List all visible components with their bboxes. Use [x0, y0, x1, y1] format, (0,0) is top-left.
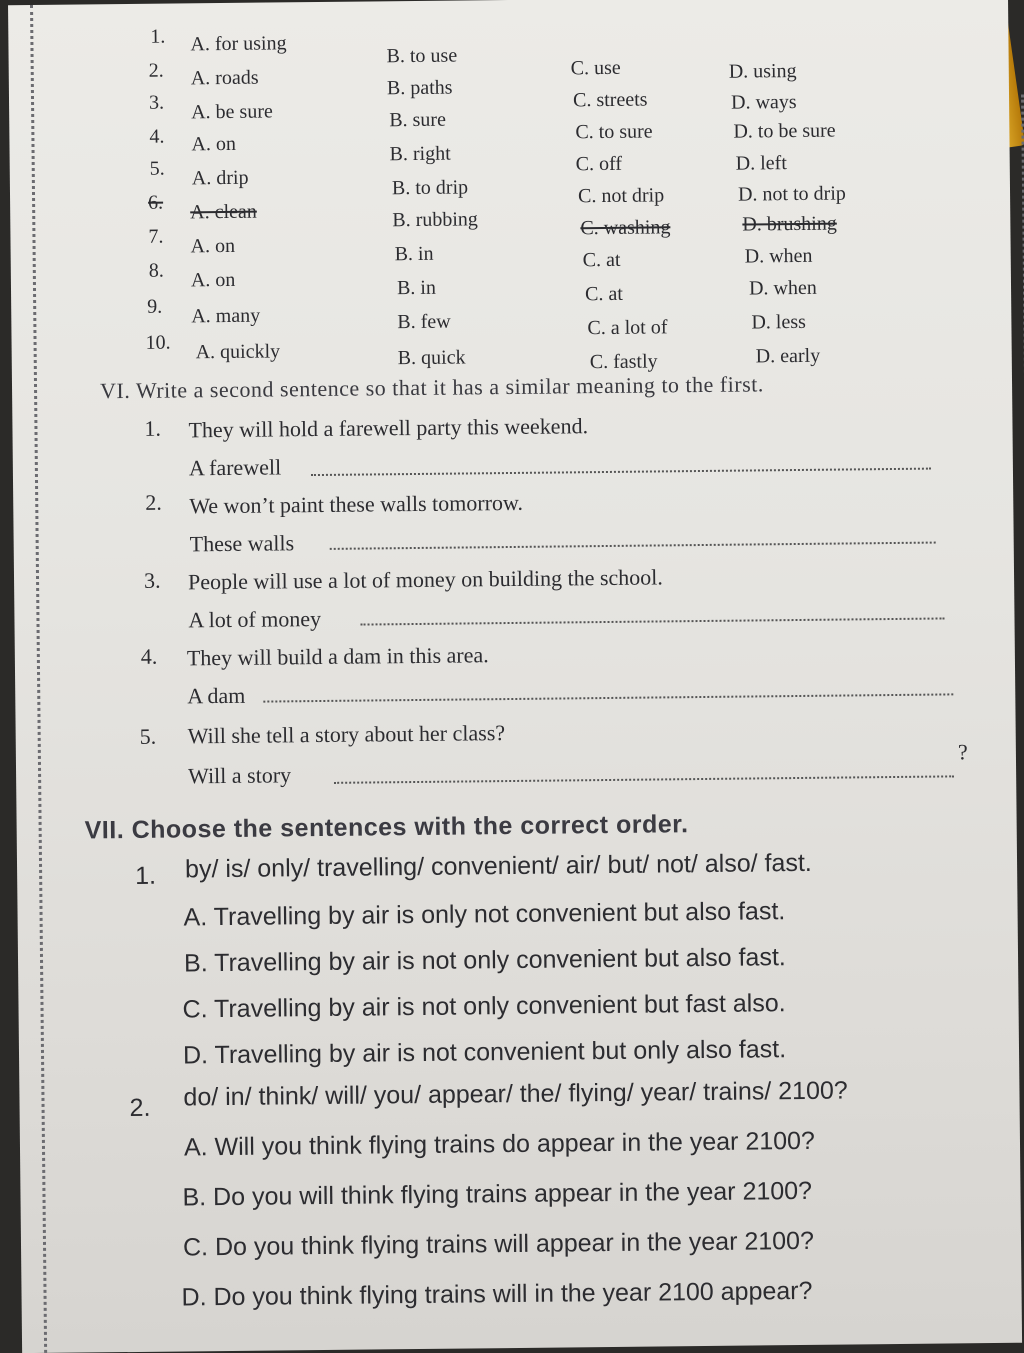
- original-sentence: We won’t paint these walls tomorrow.: [189, 489, 524, 519]
- option-c: C. a lot of: [587, 316, 668, 340]
- sentence-start: A farewell: [188, 454, 282, 481]
- option-a: A. on: [190, 234, 236, 258]
- option-d: D. using: [728, 59, 797, 83]
- option-c: C. streets: [572, 88, 648, 112]
- sentence-start: Will a story: [187, 762, 292, 789]
- option-b: B. paths: [386, 76, 453, 100]
- question-mark: ?: [957, 739, 968, 765]
- sentence-start: A dam: [187, 682, 246, 709]
- section-vii-heading: VII. Choose the sentences with the correct order.: [84, 810, 689, 845]
- option-c-crossed: C. washing: [580, 216, 671, 240]
- sentence-start: A lot of money: [188, 605, 322, 633]
- original-sentence: Will she tell a story about her class?: [187, 720, 506, 749]
- option-c: C. fastly: [589, 350, 658, 374]
- option-d: D. early: [755, 344, 821, 368]
- option-a: A. be sure: [191, 100, 273, 124]
- option-d: D. when: [748, 276, 817, 300]
- option-d: D. less: [751, 310, 806, 334]
- answer-line[interactable]: [334, 775, 954, 783]
- answer-line[interactable]: [330, 542, 936, 550]
- answer-option-c[interactable]: C. Do you think flying trains will appear in the year 2100?: [182, 1226, 815, 1262]
- item-number: 1.: [144, 415, 162, 441]
- question-number: 1.: [135, 861, 157, 890]
- answer-option-a[interactable]: A. Travelling by air is only not convenient but also fast.: [183, 897, 786, 932]
- row-number: 2.: [148, 59, 164, 82]
- row-number: 3.: [148, 91, 165, 114]
- option-a: A. roads: [190, 66, 259, 90]
- option-c: C. at: [584, 282, 623, 306]
- option-c: C. at: [582, 248, 621, 272]
- option-b: B. to use: [386, 44, 458, 68]
- option-a: A. drip: [191, 166, 249, 190]
- option-b: B. few: [397, 310, 451, 334]
- row-number: 1.: [150, 25, 166, 48]
- option-c: C. use: [570, 56, 621, 80]
- sentence-start: These walls: [189, 530, 295, 557]
- answer-option-d[interactable]: D. Travelling by air is not convenient but only also fast.: [182, 1035, 787, 1070]
- option-b: B. to drip: [391, 176, 469, 200]
- option-a: A. on: [191, 132, 237, 156]
- option-d: D. left: [735, 152, 787, 175]
- left-dotted-border: [30, 5, 47, 1353]
- question-prompt: do/ in/ think/ will/ you/ appear/ the/ flying/ year/ trains/ 2100?: [183, 1076, 848, 1112]
- answer-option-d[interactable]: D. Do you think flying trains will in the year 2100 appear?: [181, 1276, 813, 1312]
- original-sentence: People will use a lot of money on building the school.: [187, 564, 663, 595]
- option-a: A. quickly: [195, 340, 281, 364]
- option-d-crossed: D. brushing: [742, 212, 837, 236]
- answer-option-a[interactable]: A. Will you think flying trains do appear in the year 2100?: [183, 1126, 816, 1162]
- option-b: B. sure: [389, 108, 447, 132]
- answer-line[interactable]: [361, 617, 945, 625]
- row-number: 7.: [148, 225, 164, 248]
- row-number: 10.: [145, 331, 171, 354]
- option-b: B. quick: [397, 346, 466, 370]
- item-number: 4.: [140, 643, 158, 669]
- option-a: A. many: [191, 304, 261, 328]
- worksheet-page: [8, 0, 1022, 1353]
- option-d: D. ways: [730, 90, 797, 114]
- answer-option-b[interactable]: B. Do you will think flying trains appear in the year 2100?: [182, 1176, 813, 1212]
- option-a-crossed: A. clean: [190, 200, 257, 224]
- answer-option-c[interactable]: C. Travelling by air is not only convenient but fast also.: [182, 989, 786, 1024]
- option-d: D. to be sure: [733, 119, 836, 143]
- question-number: 2.: [129, 1093, 151, 1123]
- option-a: A. on: [190, 268, 236, 292]
- item-number: 2.: [145, 489, 162, 515]
- original-sentence: They will build a dam in this area.: [186, 642, 489, 671]
- option-c: C. off: [575, 152, 623, 176]
- answer-option-b[interactable]: B. Travelling by air is not only convenient but also fast.: [183, 943, 786, 978]
- section-v-options: [8, 0, 1008, 374]
- section-vi-heading: VI. Write a second sentence so that it has a similar meaning to the first.: [99, 371, 764, 404]
- item-number: 3.: [143, 567, 161, 593]
- question-prompt: by/ is/ only/ travelling/ convenient/ air/ but/ not/ also/ fast.: [184, 848, 812, 884]
- option-b: B. right: [389, 142, 451, 166]
- option-b: B. in: [394, 242, 434, 266]
- row-number: 8.: [148, 259, 164, 282]
- option-c: C. not drip: [577, 184, 665, 208]
- item-number: 5.: [139, 723, 157, 749]
- row-number: 9.: [147, 295, 163, 318]
- option-d: D. when: [744, 244, 813, 268]
- answer-line[interactable]: [311, 468, 931, 476]
- option-d: D. not to drip: [737, 182, 846, 206]
- row-number: 5.: [149, 157, 165, 180]
- row-number: 4.: [149, 125, 165, 148]
- option-c: C. to sure: [575, 120, 653, 144]
- row-number: 6.: [147, 191, 164, 214]
- option-b: B. rubbing: [392, 208, 478, 232]
- option-a: A. for using: [190, 32, 287, 56]
- answer-line[interactable]: [263, 693, 953, 702]
- option-b: B. in: [396, 276, 437, 300]
- original-sentence: They will hold a farewell party this weekend.: [188, 413, 589, 443]
